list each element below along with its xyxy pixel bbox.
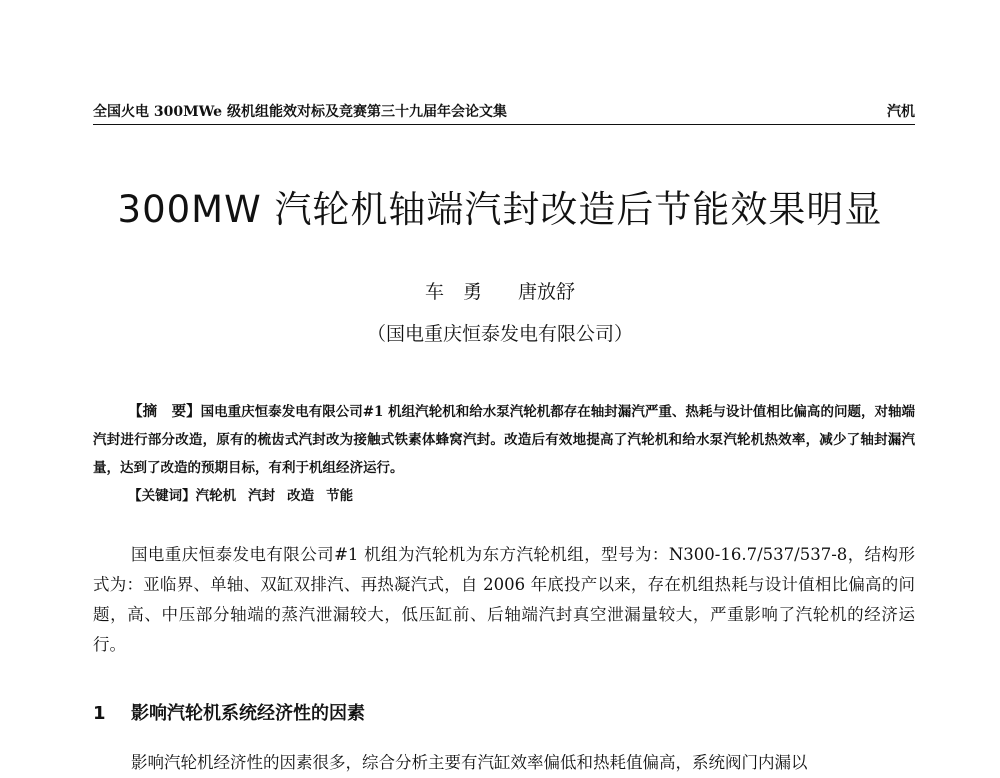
running-header-proceedings-title: 全国火电 300MWe 级机组能效对标及竞赛第三十九届年会论文集 xyxy=(93,104,507,120)
author-list xyxy=(0,279,1000,305)
abstract xyxy=(93,398,915,482)
header-rule xyxy=(93,124,915,125)
intro-paragraph: 国电重庆恒泰发电有限公司#1 机组为汽轮机为东方汽轮机组，型号为：N300-16.7/537/537-8，结构形式为：亚临界、单轴、双缸双排汽、再热凝汽式，自 2006 年底投产以来，存在机组热耗与设计值相比偏高的问题，高、中压部分轴端的蒸汽泄漏较大，低压缸前、后轴端汽封真空泄漏量较大，严重影响了汽轮机的经济运行。 xyxy=(93,545,915,654)
affiliation: （国电重庆恒泰发电有限公司） xyxy=(366,323,633,345)
author-name: 车 勇 xyxy=(424,281,482,303)
section-number: 1 xyxy=(93,703,106,724)
abstract-text: 国电重庆恒泰发电有限公司#1 机组汽轮机和给水泵汽轮机都存在轴封漏汽严重、热耗与设计值相比偏高的问题，对轴端汽封进行部分改造，原有的梳齿式汽封改为接触式铁素体蜂窝汽封。改造后有效地提高了汽轮机和给水泵汽轮机热效率，减少了轴封漏汽量，达到了改造的预期目标，有利于机组经济运行。 xyxy=(93,404,915,476)
keyword: 汽轮机 xyxy=(195,488,237,504)
keyword: 改造 xyxy=(287,488,315,504)
abstract-label: 【摘 要】 xyxy=(128,403,201,420)
keywords-label: 【关键词】 xyxy=(128,488,196,504)
section-body-text: 影响汽轮机经济性的因素很多，综合分析主要有汽缸效率偏低和热耗值偏高，系统阀门内漏以 xyxy=(130,753,808,772)
running-header-section: 汽机 xyxy=(887,104,915,120)
section-title: 影响汽轮机系统经济性的因素 xyxy=(131,703,365,724)
keywords xyxy=(93,482,915,510)
keyword: 节能 xyxy=(326,488,354,504)
keyword: 汽封 xyxy=(248,488,276,504)
section-heading xyxy=(93,701,915,727)
author-name: 唐放舒 xyxy=(518,281,576,303)
paper-title: 300MW 汽轮机轴端汽封改造后节能效果明显 xyxy=(117,188,883,231)
